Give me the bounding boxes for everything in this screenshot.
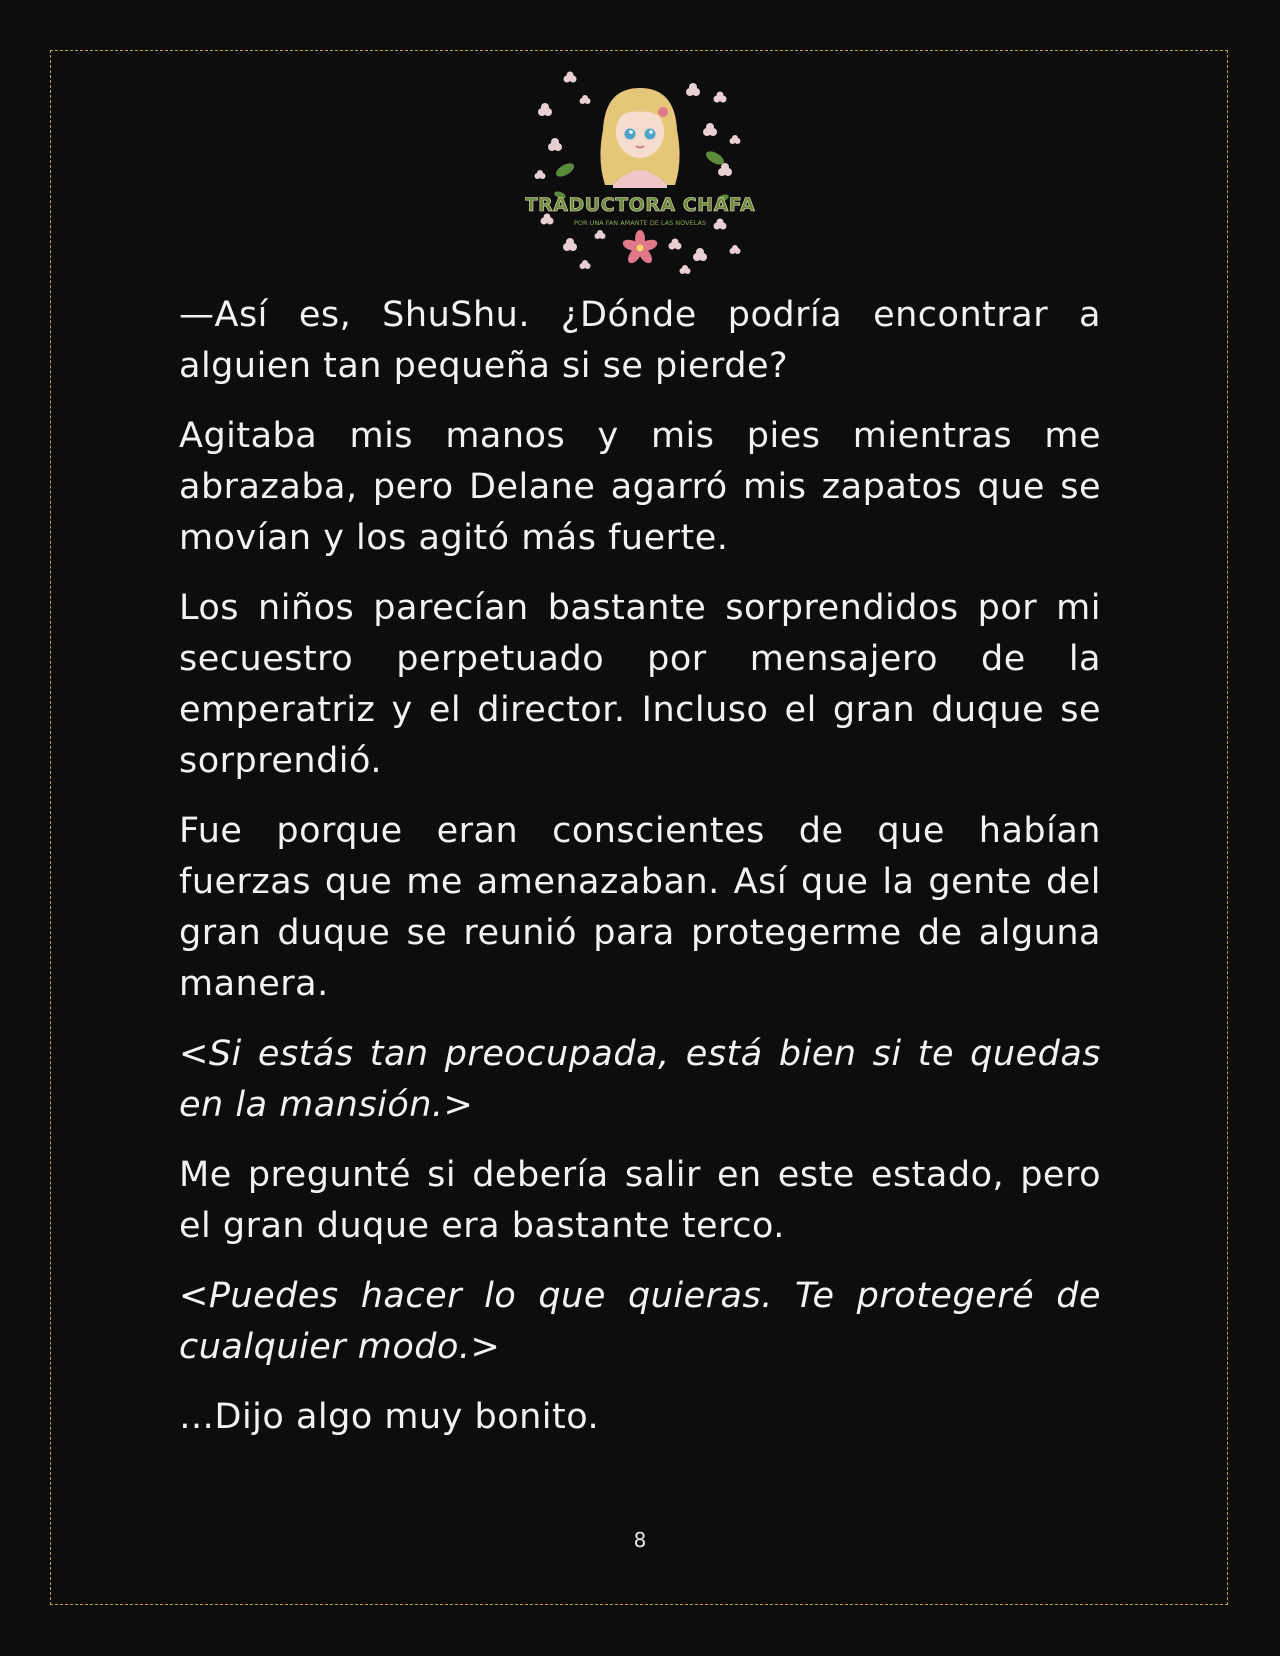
paragraph: …Dijo algo muy bonito.: [179, 1397, 600, 1437]
logo-tagline: POR UNA FAN AMANTE DE LAS NOVELAS: [573, 219, 707, 227]
flower-icon: [621, 230, 658, 266]
document-body: [179, 290, 1101, 1462]
traductora-chafa-logo: [525, 70, 755, 285]
paragraph: —Así es, ShuShu. ¿Dónde podría encontrar a alguien tan pequeña si se pierde?: [179, 295, 1101, 386]
anime-girl-icon: [600, 88, 679, 188]
paragraph-italic: <Puedes hacer lo que quieras. Te protegeré de cualquier modo.>: [179, 1276, 1101, 1367]
paragraph-italic: <Si estás tan preocupada, está bien si te quedas en la mansión.>: [179, 1034, 1101, 1125]
paragraph: Agitaba mis manos y mis pies mientras me abrazaba, pero Delane agarró mis zapatos que se movían y los agitó más fuerte.: [179, 416, 1101, 558]
paragraph: Me pregunté si debería salir en este estado, pero el gran duque era bastante terco.: [179, 1155, 1101, 1246]
page-number: 8: [633, 1528, 647, 1552]
logo-title: TRADUCTORA CHAFA: [525, 194, 755, 216]
paragraph: Los niños parecían bastante sorprendidos por mi secuestro perpetuado por mensajero de la emperatriz y el director. Incluso el gran duque se sorprendió.: [179, 588, 1101, 781]
paragraph: Fue porque eran conscientes de que habían fuerzas que me amenazaban. Así que la gente del gran duque se reunió para protegerme de alguna manera.: [179, 811, 1101, 1004]
